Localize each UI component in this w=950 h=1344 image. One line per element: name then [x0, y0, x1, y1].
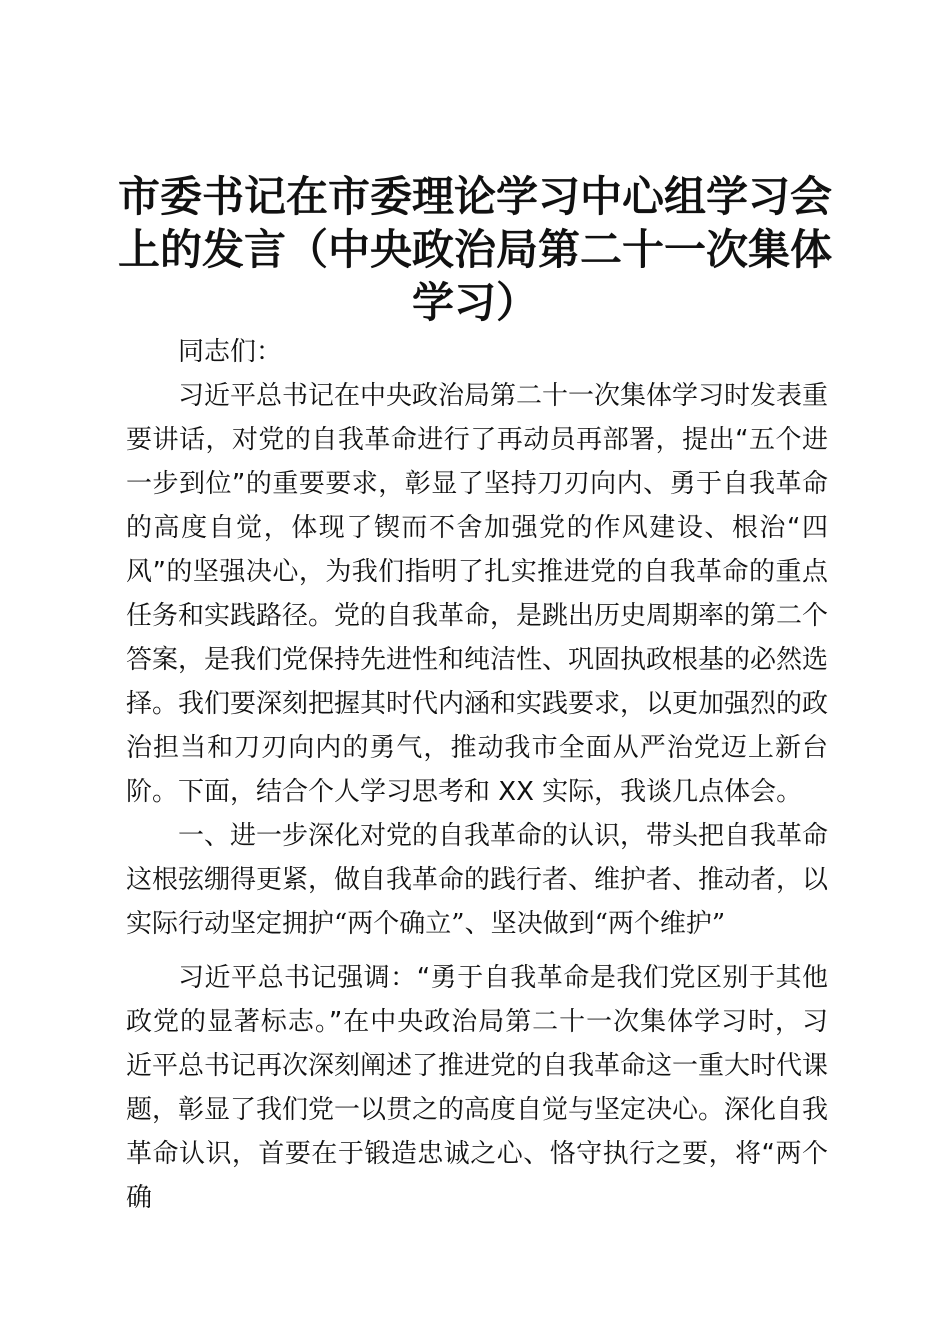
- document-title: 市委书记在市委理论学习中心组学习会上的发言（中央政治局第二十一次集体学习）: [118, 172, 833, 327]
- section-paragraph-1: 习近平总书记强调：“勇于自我革命是我们党区别于其他政党的显著标志。”在中央政治局第二十一次集体学习时，习近平总书记再次深刻阐述了推进党的自我革命这一重大时代课题，彰显了我们党一以贯之的高度自觉与坚定决心。深化自我革命认识，首要在于锻造忠诚之心、恪守执行之要，将“两个确: [126, 963, 829, 1213]
- section-heading-1: 一、进一步深化对党的自我革命的认识，带头把自我革命这根弦绷得更紧，做自我革命的践行者、维护者、推动者，以实际行动坚定拥护“两个确立”、坚决做到“两个维护”: [126, 821, 829, 939]
- document-body: [126, 330, 828, 1220]
- salutation: 同志们：: [178, 337, 283, 367]
- intro-paragraph: 习近平总书记在中央政治局第二十一次集体学习时发表重要讲话，对党的自我革命进行了再动员再部署，提出“五个进一步到位”的重要要求，彰显了坚持刀刃向内、勇于自我革命的高度自觉，体现了锲而不舍加强党的作风建设、根治“四风”的坚强决心，为我们指明了扎实推进党的自我革命的重点任务和实践路径。党的自我革命，是跳出历史周期率的第二个答案，是我们党保持先进性和纯洁性、巩固执政根基的必然选择。我们要深刻把握其时代内涵和实践要求，以更加强烈的政治担当和刀刃向内的勇气，推动我市全面从严治党迈上新台阶。下面，结合个人学习思考和 XX 实际，我谈几点体会。: [126, 381, 829, 807]
